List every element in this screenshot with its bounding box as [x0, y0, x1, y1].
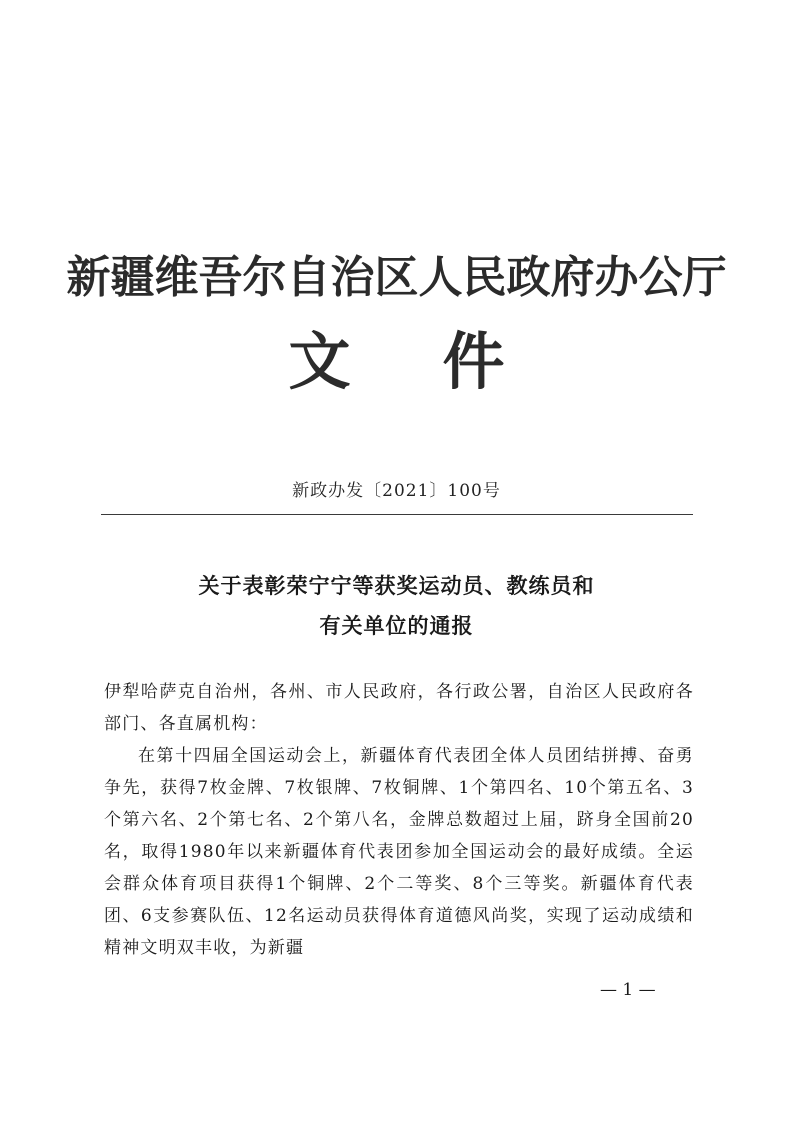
document-title: [0, 566, 793, 646]
title-line-1: 关于表彰荣宁宁等获奖运动员、教练员和: [198, 573, 595, 598]
document-type: 文件: [288, 325, 597, 398]
header-divider: [101, 514, 693, 515]
document-body: [104, 676, 694, 964]
page-number: — 1 —: [600, 980, 656, 1000]
title-line-2: 有关单位的通报: [319, 613, 474, 638]
document-number: 新政办发〔2021〕100号: [292, 481, 501, 501]
body-paragraph: 在第十四届全国运动会上，新疆体育代表团全体人员团结拼搏、奋勇争先，获得7枚金牌、7枚银牌、7枚铜牌、1个第四名、10个第五名、3个第六名、2个第七名、2个第八名，金牌总数超过上届，跻身全国前20名，取得1980年以来新疆体育代表团参加全国运动会的最好成绩。全运会群众体育项目获得1个铜牌、2个二等奖、8个三等奖。新疆体育代表团、6支参赛队伍、12名运动员获得体育道德风尚奖，实现了运动成绩和精神文明双丰收，为新疆: [104, 746, 694, 958]
issuing-organization: 新疆维吾尔自治区人民政府办公厅: [66, 252, 727, 303]
salutation: 伊犁哈萨克自治州，各州、市人民政府，各行政公署，自治区人民政府各部门、各直属机构：: [104, 682, 694, 734]
